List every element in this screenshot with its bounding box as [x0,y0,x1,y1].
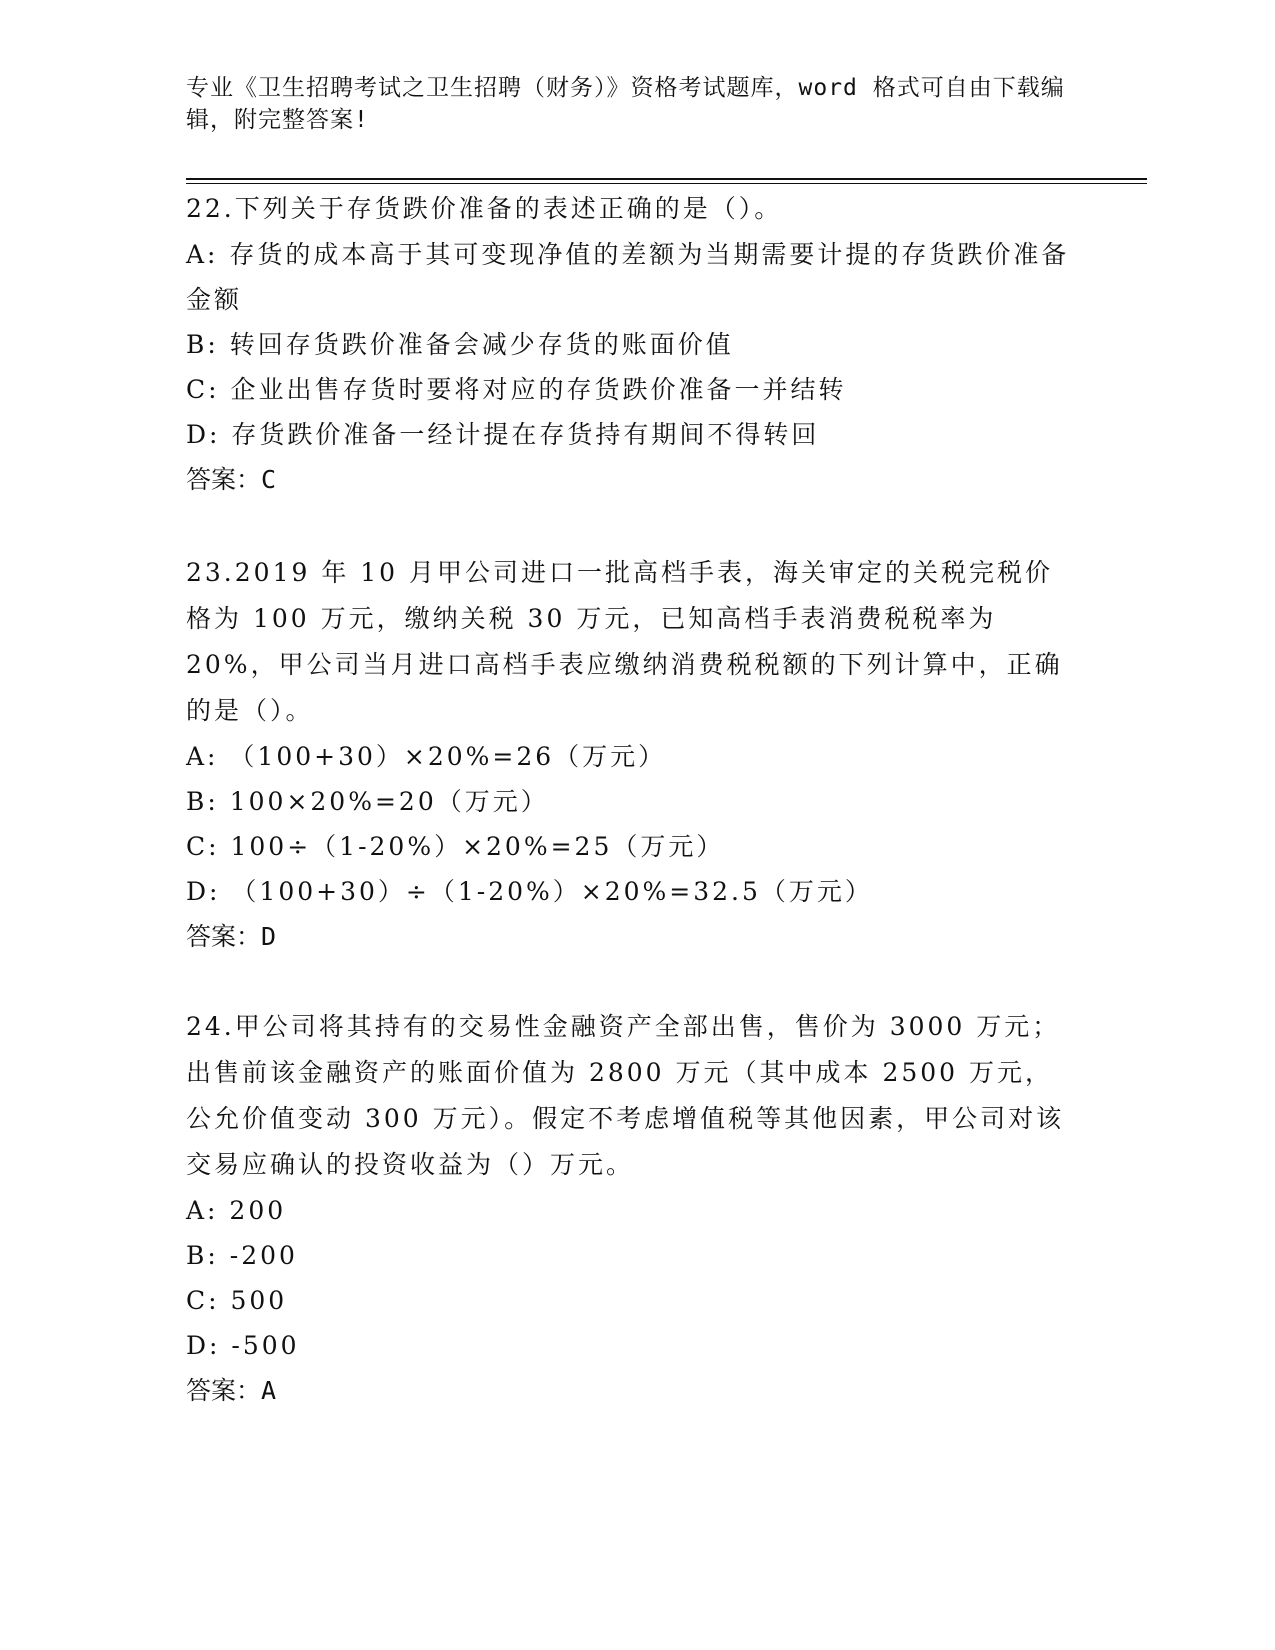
header-divider-thin [186,183,1147,184]
option-a: A: （100+30）×20%=26（万元） [186,742,667,771]
question-stem: 23.2019 年 10 月甲公司进口一批高档手表，海关审定的关税完税价格为 100 万元，缴纳关税 30 万元，已知高档手表消费税税率为 20%，甲公司当月进口高档手表应缴纳消费税税额的下列计算中，正确的是（）。 [186,558,1063,725]
option-b: B: -200 [186,1241,298,1270]
answer-value: A [261,1376,277,1405]
option-c: C: 500 [186,1286,288,1315]
question-stem: 24.甲公司将其持有的交易性金融资产全部出售，售价为 3000 万元；出售前该金融资产的账面价值为 2800 万元（其中成本 2500 万元，公允价值变动 300 万元）。假定不考虑增值税等其他因素，甲公司对该交易应确认的投资收益为（）万元。 [186,1012,1065,1179]
option-a: A: 存货的成本高于其可变现净值的差额为当期需要计提的存货跌价准备金额 [186,240,1070,314]
answer-value: C [261,465,277,494]
answer-value: D [261,922,277,951]
question-23 [186,550,1076,960]
answer-label: 答案： [186,465,262,494]
option-d: D: 存货跌价准备一经计提在存货持有期间不得转回 [186,420,820,449]
answer-line [186,457,1076,503]
option-c: C: 100÷（1-20%）×20%=25（万元） [186,832,725,861]
option-a: A: 200 [186,1196,287,1225]
answer-label: 答案： [186,1376,262,1405]
option-b: B: 转回存货跌价准备会减少存货的账面价值 [186,330,734,359]
question-stem: 22.下列关于存货跌价准备的表述正确的是（）。 [186,194,783,223]
question-24 [186,1004,1076,1414]
answer-line [186,1368,1076,1414]
answer-line [186,914,1076,960]
option-c: C: 企业出售存货时要将对应的存货跌价准备一并结转 [186,375,847,404]
option-d: D: -500 [186,1331,300,1360]
header-intro: 专业《卫生招聘考试之卫生招聘（财务）》资格考试题库，word 格式可自由下载编辑，附完整答案! [186,75,1065,133]
header-divider-thick [186,178,1147,180]
option-d: D: （100+30）÷（1-20%）×20%=32.5（万元） [186,877,873,906]
question-22 [186,186,1076,503]
answer-label: 答案： [186,922,262,951]
option-b: B: 100×20%=20（万元） [186,787,549,816]
